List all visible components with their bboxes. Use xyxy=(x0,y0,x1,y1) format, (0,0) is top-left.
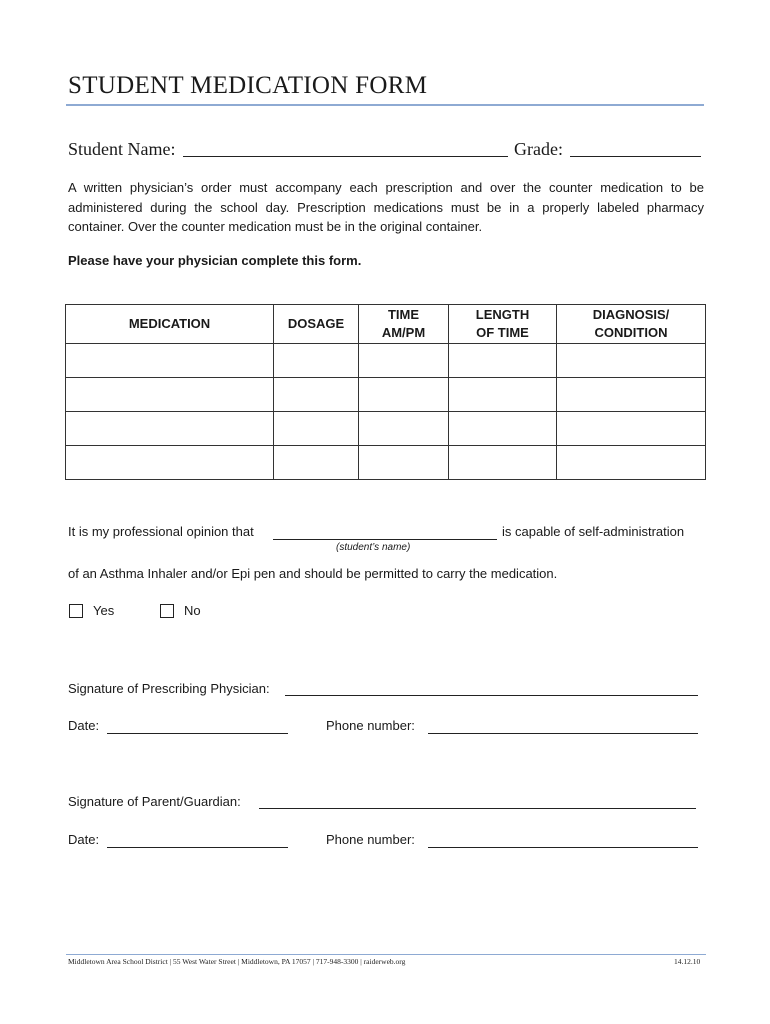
header-time: TIME AM/PM xyxy=(359,305,449,344)
table-cell[interactable] xyxy=(449,446,557,480)
table-header-row xyxy=(66,305,706,344)
header-dosage: DOSAGE xyxy=(274,305,359,344)
physician-phone-field[interactable] xyxy=(428,733,698,734)
opinion-suffix: is capable of self-administration xyxy=(502,524,685,539)
table-cell[interactable] xyxy=(359,412,449,446)
no-label: No xyxy=(184,603,201,618)
opinion-student-name-field[interactable] xyxy=(273,539,497,540)
physician-note: Please have your physician complete this form. xyxy=(68,253,362,268)
table-cell[interactable] xyxy=(274,378,359,412)
physician-date-label: Date: xyxy=(68,718,100,733)
opinion-prefix: It is my professional opinion that xyxy=(68,524,254,539)
yes-checkbox[interactable] xyxy=(69,604,83,618)
table-cell[interactable] xyxy=(557,446,706,480)
physician-phone-label: Phone number: xyxy=(326,718,415,733)
physician-signature-label: Signature of Prescribing Physician: xyxy=(68,681,270,696)
table-cell[interactable] xyxy=(359,344,449,378)
opinion-continuation: of an Asthma Inhaler and/or Epi pen and should be permitted to carry the medication. xyxy=(68,566,558,581)
table-cell[interactable] xyxy=(359,378,449,412)
grade-field[interactable] xyxy=(570,156,701,157)
title-divider xyxy=(66,104,704,106)
table-cell[interactable] xyxy=(557,344,706,378)
footer-divider xyxy=(66,954,706,955)
table-cell[interactable] xyxy=(274,446,359,480)
guardian-phone-field[interactable] xyxy=(428,847,698,848)
guardian-date-field[interactable] xyxy=(107,847,288,848)
table-row xyxy=(66,412,706,446)
table-cell[interactable] xyxy=(66,446,274,480)
student-name-label: Student Name: xyxy=(68,139,176,159)
medication-table xyxy=(65,304,706,480)
student-name-field[interactable] xyxy=(183,156,508,157)
table-cell[interactable] xyxy=(557,378,706,412)
guardian-signature-label: Signature of Parent/Guardian: xyxy=(68,794,241,809)
table-row xyxy=(66,344,706,378)
header-medication: MEDICATION xyxy=(66,305,274,344)
table-cell[interactable] xyxy=(274,412,359,446)
table-cell[interactable] xyxy=(557,412,706,446)
footer-code: 14.12.10 xyxy=(674,957,701,966)
guardian-signature-field[interactable] xyxy=(259,808,696,809)
table-cell[interactable] xyxy=(66,378,274,412)
table-cell[interactable] xyxy=(359,446,449,480)
table-cell[interactable] xyxy=(66,412,274,446)
table-row xyxy=(66,446,706,480)
table-row xyxy=(66,378,706,412)
physician-signature-field[interactable] xyxy=(285,695,698,696)
guardian-phone-label: Phone number: xyxy=(326,832,415,847)
header-length: LENGTH OF TIME xyxy=(449,305,557,344)
table-cell[interactable] xyxy=(449,412,557,446)
page-title: STUDENT MEDICATION FORM xyxy=(68,72,428,99)
footer-address: Middletown Area School District | 55 West Water Street | Middletown, PA 17057 | 717-948-3300 | raiderweb.org xyxy=(68,957,406,966)
yes-label: Yes xyxy=(93,603,115,618)
table-cell[interactable] xyxy=(66,344,274,378)
table-cell[interactable] xyxy=(449,344,557,378)
table-cell[interactable] xyxy=(449,378,557,412)
guardian-date-label: Date: xyxy=(68,832,100,847)
instructions-paragraph: A written physician’s order must accompany each prescription and over the counter medication to be administered during the school day. Prescription medications must be in a properly labeled pharmacy container. Over the counter medication must be in the original container. xyxy=(68,180,704,234)
table-cell[interactable] xyxy=(274,344,359,378)
no-checkbox[interactable] xyxy=(160,604,174,618)
physician-date-field[interactable] xyxy=(107,733,288,734)
header-diagnosis: DIAGNOSIS/ CONDITION xyxy=(557,305,706,344)
student-name-caption: (student’s name) xyxy=(336,542,411,553)
grade-label: Grade: xyxy=(514,139,563,159)
